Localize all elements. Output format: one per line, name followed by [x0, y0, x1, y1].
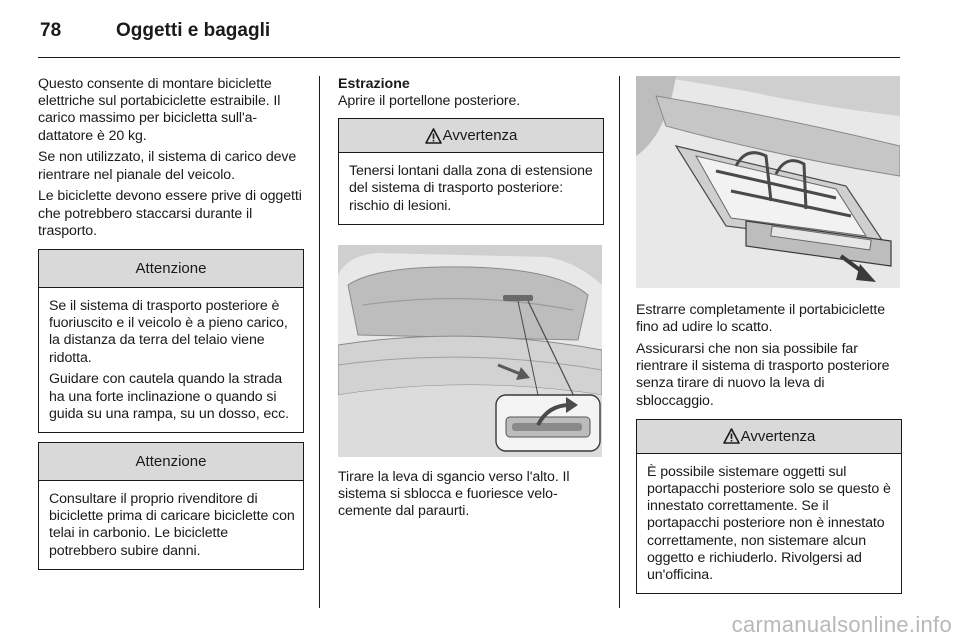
- warning-header: [339, 119, 603, 153]
- warning-triangle-icon: [425, 128, 442, 144]
- warning-header: [637, 420, 901, 454]
- page-header: [38, 18, 898, 58]
- paragraph: Estrarre completamente il portabiciclette fino ad udire lo scatto.: [636, 302, 886, 336]
- release-lever-illustration: [338, 245, 602, 457]
- warning-text: È possibile sistemare oggetti sul portapacchi posteriore solo se questo è innestato correttamente. Se il portapacchi posteriore non è innestato correttamente, non sistemare alcun oggetto e richiuderlo. Rivolgersi ad un'officina.: [647, 463, 891, 584]
- column-2: [338, 76, 604, 525]
- paragraph: Assicurarsi che non sia possibile far rientrare il sistema di trasporto posteriore senza tirare di nuovo la leva di sbloccaggio.: [636, 341, 890, 409]
- paragraph: Consultare il proprio rivenditore di biciclette prima di caricare biciclette con telai in carbonio. Le biciclette potrebbero subire danni.: [49, 491, 295, 559]
- attention-body: [39, 288, 303, 432]
- attention-title: Attenzione: [39, 443, 303, 481]
- attention-body: [39, 481, 303, 569]
- watermark: carmanualsonline.info: [731, 612, 952, 637]
- warning-body: [637, 454, 901, 593]
- attention-title: Attenzione: [39, 250, 303, 288]
- column-divider-1: [319, 76, 320, 608]
- warning-box: [636, 419, 902, 594]
- paragraph: Se non utilizzato, il sistema di carico deve rientrare nel pianale del veicolo.: [38, 149, 297, 183]
- warning-box: [338, 118, 604, 225]
- attention-box-1: [38, 249, 304, 433]
- page-number: 78: [40, 20, 62, 41]
- warning-title: Avvertenza: [740, 427, 816, 445]
- warning-body: [339, 153, 603, 224]
- column-divider-2: [619, 76, 620, 608]
- column-1: [38, 76, 304, 570]
- paragraph: Se il sistema di trasporto posteriore è fuoriuscito e il veicolo è a pieno carico, la distanza da terra del telaio viene ridotta.: [49, 298, 288, 366]
- page-title: Oggetti e bagagli: [116, 20, 271, 41]
- attention-box-2: [38, 442, 304, 570]
- paragraph: Le biciclette devono essere prive di oggetti che potrebbero staccarsi durante il trasporto.: [38, 188, 302, 239]
- warning-triangle-icon: [723, 428, 740, 444]
- warning-text: Tenersi lontani dalla zona di estensione del sistema di trasporto posteriore: rischio di lesioni.: [349, 163, 593, 214]
- paragraph: Questo consente di montare biciclette elettriche sul portabiciclette estraibile. Il carico massimo per bicicletta sull'adattatore è 20 kg.: [38, 76, 281, 144]
- section-heading: Estrazione: [338, 76, 410, 92]
- column-3: [636, 76, 902, 594]
- paragraph: Guidare con cautela quando la strada ha una forte inclinazione o quando si guida su una rampa, su un dosso, ecc.: [49, 371, 290, 422]
- paragraph: Aprire il portellone posteriore.: [338, 93, 521, 109]
- warning-title: Avvertenza: [442, 127, 518, 145]
- bike-carrier-illustration: [636, 76, 900, 288]
- illustration-caption: Tirare la leva di sgancio verso l'alto. Il sistema si sblocca e fuoriesce velocemente dal paraurti.: [338, 468, 570, 520]
- header-rule: [38, 57, 900, 58]
